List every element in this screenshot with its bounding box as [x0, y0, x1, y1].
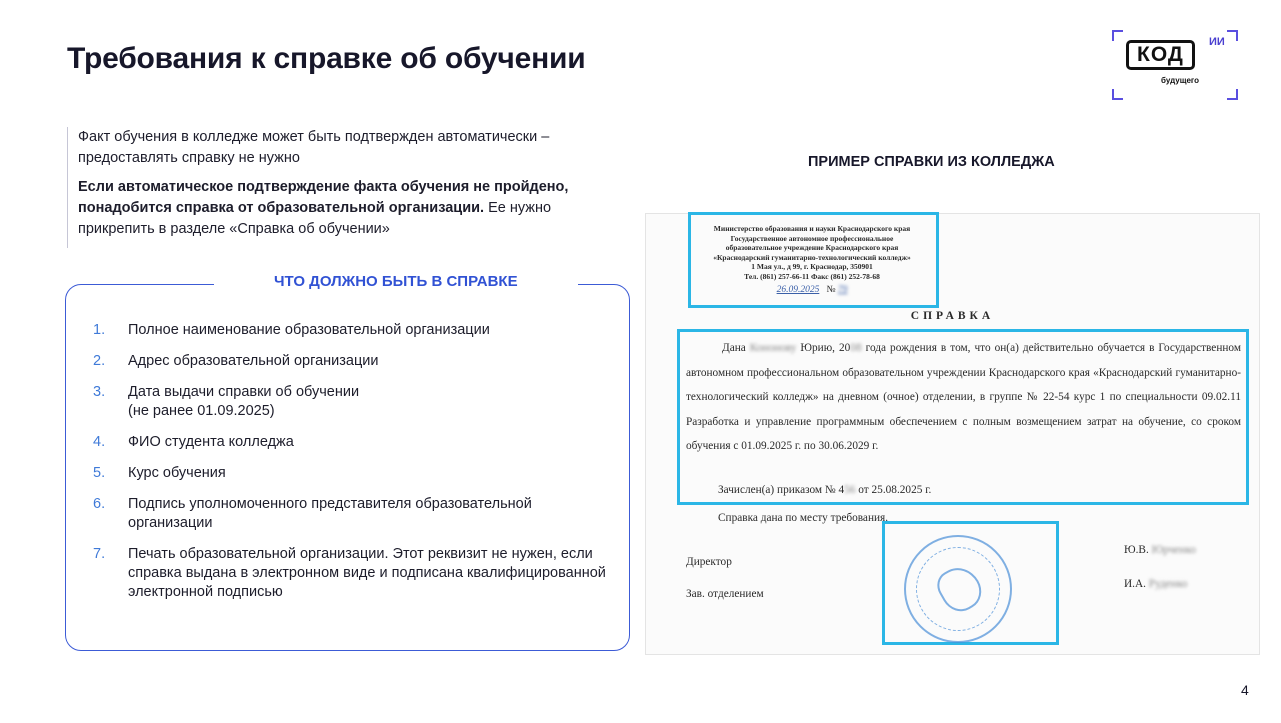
requirement-number: 5. — [93, 465, 106, 481]
logo-sub-text: будущего — [1161, 76, 1200, 85]
director-label: Директор — [686, 556, 732, 568]
requirement-item — [93, 495, 613, 533]
header-line: Тел. (861) 257-66-11 Факс (861) 252-78-68 — [744, 271, 880, 281]
logo-corner — [1227, 89, 1238, 100]
director-surname-blurred: Юрченко — [1151, 544, 1196, 556]
logo-corner — [1112, 30, 1123, 41]
birth-year-blurred: 08 — [850, 342, 862, 354]
logo-main-text: КОД — [1126, 40, 1195, 70]
enrollment-line — [718, 484, 931, 496]
issue-date: 26.09.2025 — [776, 284, 820, 295]
director-signature — [1124, 544, 1196, 556]
requirement-item — [93, 464, 613, 483]
requirement-number: 6. — [93, 496, 106, 512]
stamp-seal-icon — [904, 535, 1012, 643]
enrollment-date: от 25.08.2025 г. — [855, 484, 932, 496]
requirement-number: 4. — [93, 434, 106, 450]
requirement-item — [93, 352, 613, 371]
department-head-label: Зав. отделением — [686, 588, 764, 600]
department-head-signature — [1124, 578, 1187, 590]
requirement-text: Адрес образовательной организации — [128, 353, 379, 369]
number-label: № — [826, 284, 836, 295]
header-line: «Краснодарский гуманитарно-технологический колледж» — [713, 252, 911, 262]
date-number-line — [692, 286, 932, 296]
requirement-text: Печать образовательной организации. Этот реквизит не нужен, если справка выдана в электронном виде и подписана квалифицированной электронной подписью — [128, 546, 606, 600]
certificate-header — [692, 224, 932, 295]
certificate-heading: СПРАВКА — [910, 310, 995, 322]
requirement-text: Полное наименование образовательной организации — [128, 322, 490, 338]
sample-certificate — [645, 213, 1260, 655]
header-line: Государственное автономное профессиональное — [730, 233, 894, 243]
order-number-blurred: 56 — [844, 484, 856, 496]
requirements-title: ЧТО ДОЛЖНО БЫТЬ В СПРАВКЕ — [214, 273, 578, 290]
page-number: 4 — [1241, 682, 1249, 698]
page-title: Требования к справке об обучении — [67, 42, 586, 75]
requirements-list — [93, 321, 613, 614]
body-text: Дана — [722, 342, 750, 354]
logo-sup-text: ИИ — [1209, 36, 1225, 48]
logo-corner — [1227, 30, 1238, 41]
intro-paragraph-1: Факт обучения в колледже может быть подтвержден автоматически – предоставлять справку не нужно — [78, 129, 550, 166]
requirements-card — [65, 273, 630, 651]
requirement-text: Курс обучения — [128, 465, 226, 481]
requirement-item — [93, 433, 613, 452]
header-line: 1 Мая ул., д 99, г. Краснодар, 350901 — [751, 262, 873, 272]
requirement-number: 1. — [93, 322, 106, 338]
intro-text — [67, 127, 618, 248]
issued-for-line: Справка дана по месту требования. — [718, 512, 889, 524]
body-text: года рождения в том, что он(а) действительно обучается в Государственном автономном профессиональном образовательном учреждении Краснодарского края «Краснодарский гуманитарно-технологический колледж» на дневном (очное) отделении, в группе № 22-54 курс 1 по специальности 09.02.11 Разработка и управление программным обеспечением с полным возмещением затрат на обучение, со сроком обучения с 01.09.2025 г. по 30.06.2029 г. — [686, 342, 1241, 452]
logo-corner — [1112, 89, 1123, 100]
header-line: Министерство образования и науки Краснодарского края — [713, 224, 911, 233]
department-head-initials: И.А. — [1124, 578, 1146, 590]
requirement-number: 7. — [93, 546, 106, 562]
header-line: образовательное учреждение Краснодарского края — [725, 243, 899, 253]
kod-budushchego-logo — [1112, 30, 1238, 100]
number-value: 79 — [837, 284, 848, 295]
requirement-text: Подпись уполномоченного представителя образовательной организации — [128, 496, 532, 531]
certificate-body — [686, 336, 1241, 459]
requirement-text: Дата выдачи справки об обучении (не ранее 01.09.2025) — [128, 384, 360, 419]
requirement-item — [93, 383, 613, 421]
certificate-paragraph — [686, 336, 1241, 459]
intro-bold: Если автоматическое подтверждение факта обучения не пройдено, понадобится справка от образовательной организации. — [78, 179, 569, 216]
requirement-number: 2. — [93, 353, 106, 369]
enrollment-text: Зачислен(а) приказом № 4 — [718, 484, 845, 496]
sample-title: ПРИМЕР СПРАВКИ ИЗ КОЛЛЕДЖА — [808, 154, 1055, 170]
student-surname: Кононову — [749, 342, 797, 354]
requirement-item — [93, 321, 613, 340]
requirement-number: 3. — [93, 384, 106, 400]
department-head-surname-blurred: Руденко — [1148, 578, 1188, 590]
requirement-text: ФИО студента колледжа — [128, 434, 294, 450]
intro-rest: Ее нужно прикрепить в разделе «Справка об обучении» — [78, 200, 552, 237]
director-initials: Ю.В. — [1124, 544, 1149, 556]
intro-paragraph-2 — [78, 177, 618, 240]
requirement-item — [93, 545, 613, 602]
body-text: Юрию, 20 — [796, 342, 851, 354]
